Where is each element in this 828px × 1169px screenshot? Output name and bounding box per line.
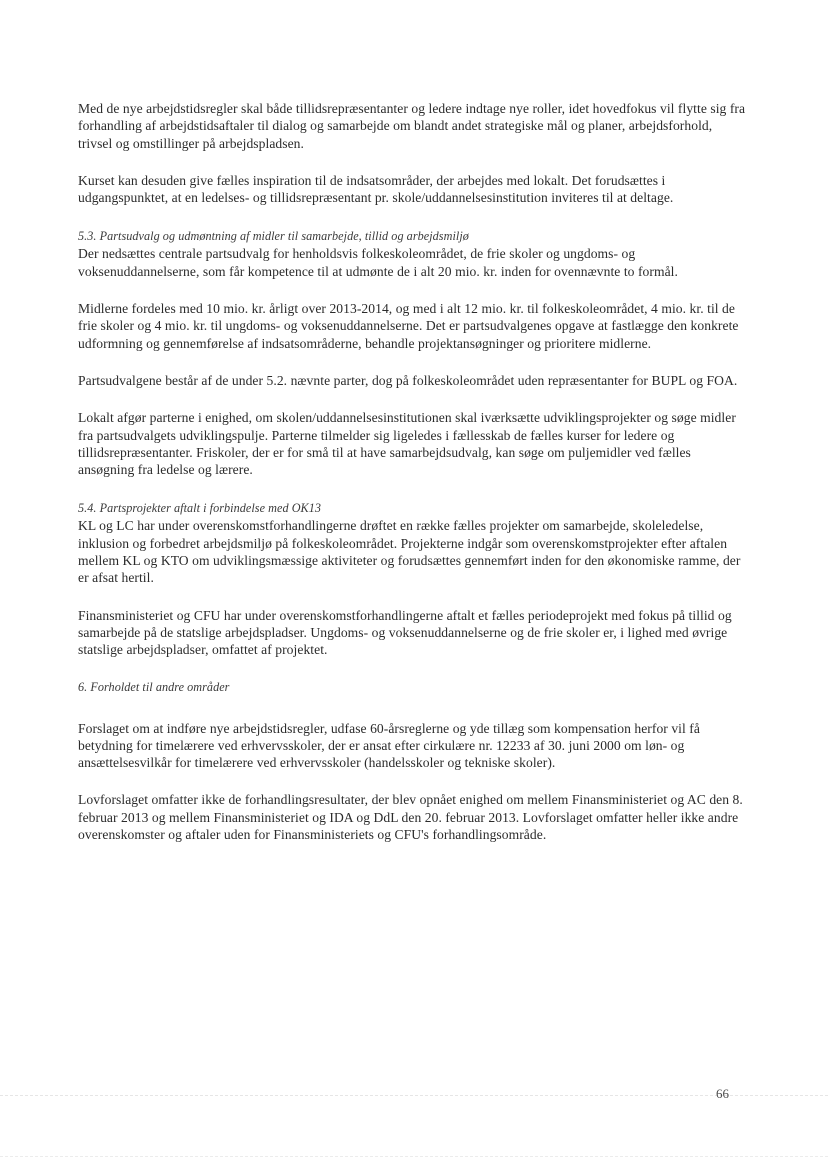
document-body: [78, 100, 748, 863]
section-heading-6: 6. Forholdet til andre områder: [78, 679, 230, 694]
page-number: 66: [716, 1086, 729, 1101]
paragraph-central-committees: Der nedsættes centrale partsudvalg for henholdsvis folkeskoleområdet, de frie skoler og ungdoms- og voksenuddannelserne, som får kompetence til at udmønte de i alt 20 mio. kr. inden for ovennævnte to formål.: [78, 246, 678, 279]
paragraph-committee-composition: Partsudvalgene består af de under 5.2. nævnte parter, dog på folkeskoleområdet uden repræsentanter for BUPL og FOA.: [78, 372, 738, 388]
paragraph-cfu-project: Finansministeriet og CFU har under overenskomstforhandlingerne aftalt et fælles periodeprojekt med fokus på tillid og samarbejde på de statslige arbejdspladser. Ungdoms- og voksenuddannelserne og de frie skoler er, i lighed med øvrige statslige arbejdspladser, omfattet af projektet.: [78, 607, 732, 658]
footer-divider: [0, 1095, 828, 1096]
paragraph-proposal-impact: Forslaget om at indføre nye arbejdstidsregler, udfase 60-årsreglerne og yde tillæg som kompensation herfor vil få betydning for timelærere ved erhvervsskoler, der er ansat efter cirkulære nr. 12233 af 30. juni 2000 om løn- og ansættelsesvilkår for timelærere ved erhvervsskoler (handelsskoler og tekniske skoler).: [78, 720, 700, 771]
paragraph-local-decisions: Lokalt afgør parterne i enighed, om skolen/uddannelsesinstitutionen skal iværksætte udviklingsprojekter og søge midler fra partsudvalgets udviklingspulje. Parterne tilmelder sig ligeledes i fællesskab de fælles kurser for ledere og tillidsrepræsentanter. Friskoler, der er for små til at have samarbejdsudvalg, kan søge om puljemidler ved fælles ansøgning fra ledelse og lærere.: [78, 410, 736, 478]
bottom-divider: [0, 1156, 828, 1157]
paragraph-bill-scope: Lovforslaget omfatter ikke de forhandlingsresultater, der blev opnået enighed om mellem Finansministeriet og AC den 8. februar 2013 og mellem Finansministeriet og IDA og DdL den 20. februar 2013. Lovforslaget omfatter heller ikke andre overenskomster og aftaler uden for Finansministeriets og CFU's forhandlingsområde.: [78, 792, 743, 843]
section-heading-5-4: 5.4. Partsprojekter aftalt i forbindelse med OK13: [78, 501, 322, 516]
paragraph-new-roles: Med de nye arbejdstidsregler skal både tillidsrepræsentanter og ledere indtage nye roller, idet hovedfokus vil flytte sig fra forhandling af arbejdstidsaftaler til dialog og samarbejde om blandt andet strategiske mål og planer, arbejdsforhold, trivsel og omstillinger på arbejdspladsen.: [78, 101, 746, 151]
paragraph-funds-distribution: Midlerne fordeles med 10 mio. kr. årligt over 2013-2014, og med i alt 12 mio. kr. til folkeskoleområdet, 4 mio. kr. til de frie skoler og 4 mio. kr. til ungdoms- og voksenuddannelserne. Det er partsudvalgenes opgave at fastlægge den konkrete udformning og gennemførelse af indsatsområderne, behandle projektansøgninger og prioritere midlerne.: [78, 301, 739, 351]
paragraph-course-inspiration: Kurset kan desuden give fælles inspiration til de indsatsområder, der arbejdes med lokalt. Det forudsættes i udgangspunktet, at en ledelses- og tillidsrepræsentant pr. skole/uddannelsesinstitution inviteres til at deltage.: [78, 172, 674, 206]
section-heading-5-3: 5.3. Partsudvalg og udmøntning af midler til samarbejde, tillid og arbejdsmiljø: [78, 229, 469, 244]
paragraph-kl-lc-projects: KL og LC har under overenskomstforhandlingerne drøftet en række fælles projekter om samarbejde, skoleledelse, inklusion og forbedret arbejdsmiljø på folkeskoleområdet. Projekterne indgår som overenskomstprojekter efter aftalen mellem KL og KTO om udviklingsmæssige aktiviteter og forudsættes gennemført inden for den økonomiske ramme, der er afsat hertil.: [78, 518, 741, 586]
